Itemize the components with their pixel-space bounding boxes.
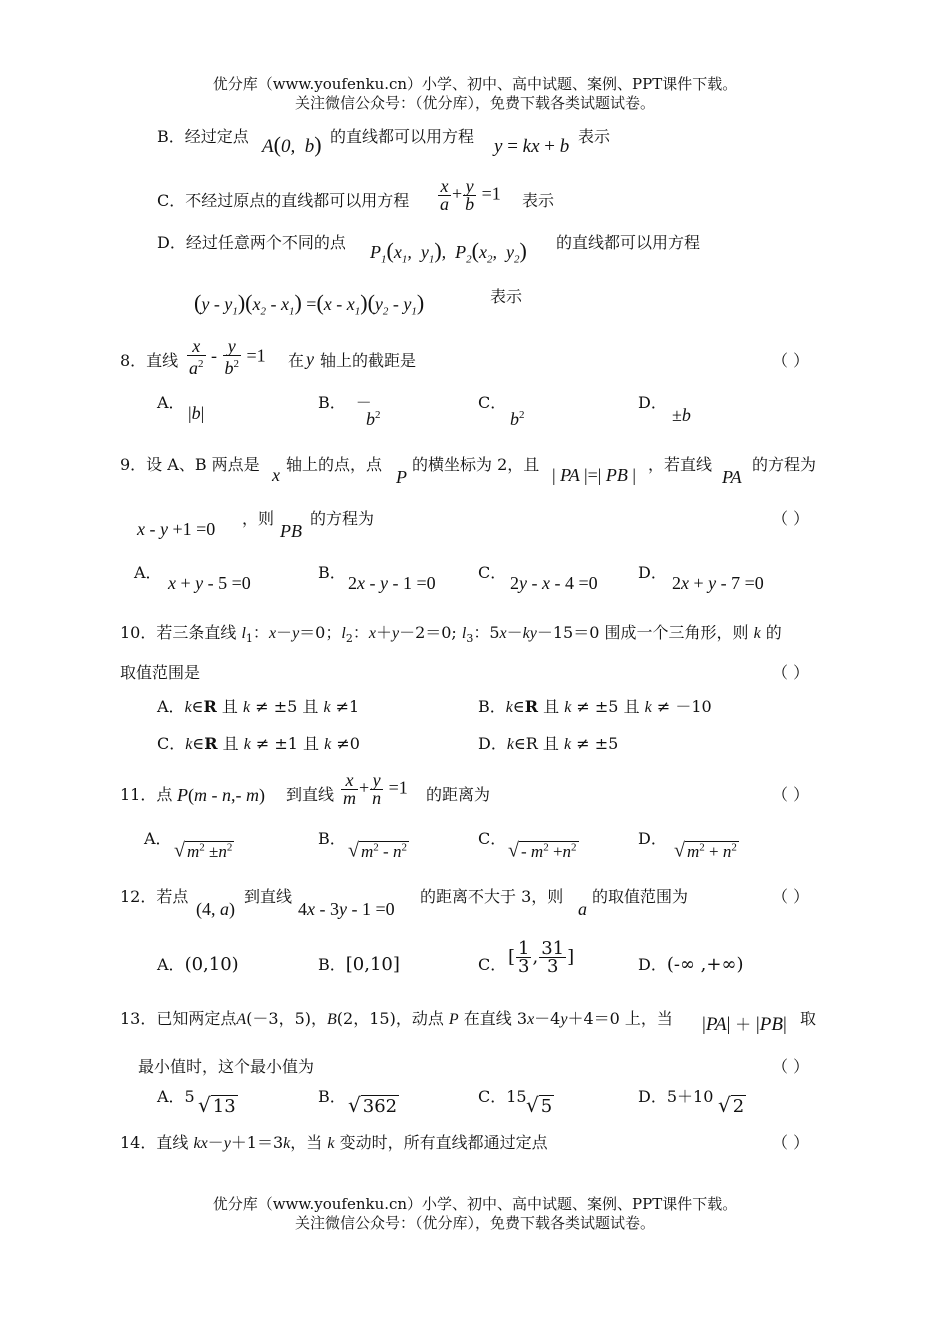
q12-option-a: A．(0,10): [157, 954, 239, 975]
q9-x-var: x: [272, 465, 280, 485]
q9-answer-blank: （ ）: [772, 509, 810, 528]
q9-t7: 的方程为: [310, 509, 375, 528]
q13-option-c-label: C．15: [478, 1087, 527, 1106]
q13-option-a-value: √ 13: [198, 1093, 236, 1117]
q13-option-c-value: √ 5: [526, 1093, 553, 1117]
q9-pb: PB: [280, 521, 302, 541]
q8-option-b-value: $b^2$: [366, 409, 381, 429]
q11-point: P(m - n,- m): [177, 785, 265, 805]
q13-option-a-label: A．5: [157, 1087, 195, 1106]
q8-option-d-label: D．: [638, 393, 667, 412]
header-line-1: 优分库（www.youfenku.cn）小学、初中、高中试题、案例、PPT课件下载。: [212, 75, 738, 93]
q8-option-d-value: ±b: [672, 405, 691, 425]
q12-option-d: D．(-∞ ,+∞): [638, 954, 744, 975]
q8-option-a-value: |b|: [188, 403, 205, 423]
q14-answer-blank: （ ）: [772, 1133, 810, 1152]
q13-option-b-value: √ 362: [348, 1093, 398, 1117]
q9-option-c-label: C．: [478, 563, 507, 582]
q8-answer-blank: （ ）: [772, 351, 810, 370]
q9-p-var: P: [396, 467, 407, 487]
q8-option-b-label: B． －: [318, 393, 372, 412]
q7-c-text2: 表示: [522, 191, 555, 210]
q8-text3: 轴上的截距是: [320, 351, 417, 370]
q9-option-d-label: D．: [638, 563, 667, 582]
q9-t4: ，若直线: [648, 455, 713, 474]
q14-line: 14．直线 kx－y＋1＝3k，当 k 变动时，所有直线都通过定点: [120, 1133, 548, 1152]
q7-c-equation: $\frac{x}{a}$ + $\frac{y}{b}$ =1: [440, 176, 501, 214]
q8-text2: 在: [288, 351, 305, 370]
q8-option-a-label: A．: [157, 393, 185, 412]
q12-t2: 到直线: [244, 887, 293, 906]
q11-t2: 到直线: [286, 785, 335, 804]
q7-option-b: B．经过定点: [157, 127, 249, 146]
q13-answer-blank: （ ）: [772, 1057, 810, 1076]
q11-option-d-label: D．: [638, 829, 667, 848]
q11-line-equation: $\frac{x}{m}$ + $\frac{y}{n}$ =1: [343, 770, 408, 808]
q13-option-d-value: √ 2: [718, 1093, 745, 1117]
q12-option-b: B．[0,10]: [318, 954, 400, 975]
footer-line-1: 优分库（www.youfenku.cn）小学、初中、高中试题、案例、PPT课件下载。: [212, 1195, 738, 1213]
q12-option-c-value: [ $\frac{1}{3}$ , $\frac{31}{3}$ ]: [508, 938, 575, 977]
q10-line-1: 10．若三条直线 $l_1$：x－y＝0；$l_2$：x＋y－2＝0; $l_3$：5x－ky－15＝0 围成一个三角形，则 k 的: [120, 623, 782, 646]
q11-option-c-label: C．: [478, 829, 507, 848]
q7-d-text2: 的直线都可以用方程: [556, 233, 701, 252]
q10-line-2: 取值范围是: [120, 663, 201, 682]
q11-number: 11．点: [120, 785, 173, 804]
q9-t2: 轴上的点，点: [286, 455, 383, 474]
q12-a-var: a: [578, 899, 587, 919]
q13-take: 取: [800, 1009, 817, 1028]
footer-line-2: 关注微信公众号：（优分库），免费下载各类试题试卷。: [294, 1214, 655, 1232]
q12-t3: 的距离不大于 3，则: [420, 887, 564, 906]
header-line-2: 关注微信公众号：（优分库），免费下载各类试题试卷。: [294, 94, 655, 112]
q9-option-b-value: 2x - y - 1 =0: [348, 573, 436, 593]
q12-number: 12．若点: [120, 887, 189, 906]
q7-point-a: A(0, b): [262, 132, 322, 157]
q7-d-equation: $(y - y_1)(x_2 - x_1) =(x - x_1)(y_2 - y_1)$: [194, 290, 425, 318]
q7-option-d: D．经过任意两个不同的点: [157, 233, 346, 252]
q10-option-c: C．k∈R 且 k ≠ ±1 且 k ≠0: [157, 734, 360, 753]
q9-condition: | PA |=| PB |: [552, 465, 636, 485]
q13-line-2: 最小值时，这个最小值为: [138, 1057, 315, 1076]
q12-line-equation: 4x - 3y - 1 =0: [298, 899, 395, 919]
q9-option-a-label: A．: [134, 563, 162, 582]
q9-t3: 的横坐标为 2，且: [412, 455, 540, 474]
q11-option-c-value: √ - $m^2 +n^2$: [508, 839, 577, 862]
q10-option-b: B．k∈R 且 k ≠ ±5 且 k ≠ －10: [478, 697, 712, 716]
q11-answer-blank: （ ）: [772, 785, 810, 804]
q10-option-d: D．k∈R 且 k ≠ ±5: [478, 734, 619, 753]
q8-option-c-label: C．: [478, 393, 507, 412]
q11-option-a-value: √ $m^2 \pm n^2$: [174, 839, 233, 862]
q11-option-a-label: A．: [144, 829, 172, 848]
q12-answer-blank: （ ）: [772, 887, 810, 906]
q13-option-d-label: D．5＋10: [638, 1087, 714, 1106]
q12-t4: 的取值范围为: [592, 887, 689, 906]
q8-y-var: y: [306, 349, 314, 369]
q8-option-c-value: $b^2$: [510, 409, 525, 429]
q12-option-c-label: C．: [478, 955, 507, 974]
q13-expression: |PA| ＋ |PB|: [702, 1014, 787, 1035]
q7-b-text2: 的直线都可以用方程: [330, 127, 475, 146]
q10-option-a: A．k∈R 且 k ≠ ±5 且 k ≠1: [157, 697, 360, 716]
q7-d-text3: 表示: [490, 287, 523, 306]
q11-option-d-value: √ $m^2 + n^2$: [674, 839, 737, 862]
q7-option-c: C．不经过原点的直线都可以用方程: [157, 191, 410, 210]
q7-b-text3: 表示: [578, 127, 611, 146]
q9-option-a-value: x + y - 5 =0: [168, 573, 251, 593]
q10-answer-blank: （ ）: [772, 663, 810, 682]
q9-option-d-value: 2x + y - 7 =0: [672, 573, 764, 593]
q7-b-equation: y = kx + b: [494, 136, 570, 157]
q12-point: (4, a): [196, 899, 235, 919]
q9-option-c-value: 2y - x - 4 =0: [510, 573, 598, 593]
q9-number: 9．设 A、B 两点是: [120, 455, 260, 474]
q9-pa: PA: [722, 467, 742, 487]
q13-option-b-label: B．: [318, 1087, 346, 1106]
q9-t5: 的方程为: [752, 455, 817, 474]
q9-t6: ，则: [242, 509, 275, 528]
q11-option-b-label: B．: [318, 829, 346, 848]
q8-equation: $\frac{x}{a^2}$ - $\frac{y}{b^2}$ =1: [189, 336, 266, 378]
q7-d-points: $P_1(x_1$, $y_1$), $P_2(x_2$, $y_2$): [370, 238, 527, 266]
q13-line-1: 13．已知两定点A(－3，5)，B(2，15)，动点 P 在直线 3x－4y＋4＝0 上，当: [120, 1009, 673, 1028]
q11-option-b-value: √ $m^2 - n^2$: [348, 839, 407, 862]
q11-t3: 的距离为: [426, 785, 491, 804]
q9-option-b-label: B．: [318, 563, 346, 582]
q9-pa-equation: x - y +1 =0: [137, 519, 216, 539]
q8-number: 8．直线: [120, 351, 179, 370]
